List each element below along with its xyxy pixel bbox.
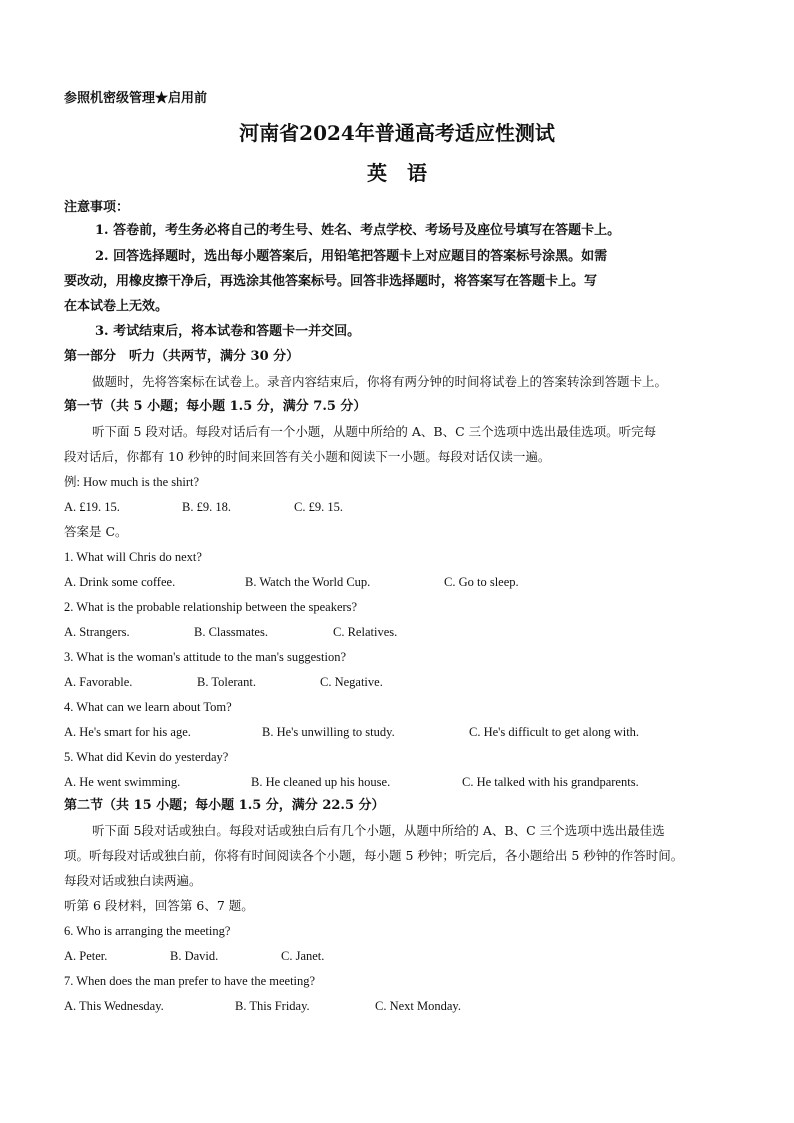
question-5-option-c: C. He talked with his grandparents. xyxy=(462,775,639,789)
example-option-a: A. £19. 15. xyxy=(64,500,120,514)
question-6: 6. Who is arranging the meeting? xyxy=(64,924,231,938)
question-6-option-a: A. Peter. xyxy=(64,949,108,963)
notice-item-1: 1. 答卷前，考生务必将自己的考生号、姓名、考点学校、考场号及座位号填写在答题卡上。 xyxy=(95,223,621,238)
section2-intro-line-1: 听下面 5段对话或独白。每段对话或独白后有几个小题，从题中所给的 A、B、C 三个选项中选出最佳选 xyxy=(92,823,665,838)
question-4-option-c: C. He's difficult to get along with. xyxy=(469,725,640,739)
exam-title: 河南省2024年普通高考适应性测试 xyxy=(239,121,555,145)
notice-item-2-line-3: 在本试卷上无效。 xyxy=(64,299,169,314)
question-7: 7. When does the man prefer to have the meeting? xyxy=(64,974,316,988)
secret-label: 参照机密级管理★启用前 xyxy=(64,91,208,106)
question-6-option-c: C. Janet. xyxy=(281,949,325,963)
question-1-option-b: B. Watch the World Cup. xyxy=(245,575,371,589)
question-7-option-a: A. This Wednesday. xyxy=(64,999,164,1013)
section2-heading: 第二节（共 15 小题；每小题 1.5 分，满分 22.5 分） xyxy=(64,798,385,813)
question-2: 2. What is the probable relationship between the speakers? xyxy=(64,600,358,614)
question-4-option-b: B. He's unwilling to study. xyxy=(262,725,395,739)
question-1-option-c: C. Go to sleep. xyxy=(444,575,519,589)
example-option-c: C. £9. 15. xyxy=(294,500,343,514)
question-5-option-b: B. He cleaned up his house. xyxy=(251,775,391,789)
notice-item-3: 3. 考试结束后，将本试卷和答题卡一并交回。 xyxy=(95,324,361,339)
section2-intro-line-3: 每段对话或独白读两遍。 xyxy=(64,873,202,888)
question-1: 1. What will Chris do next? xyxy=(64,550,202,564)
subject-title: 英 语 xyxy=(367,161,427,185)
question-3: 3. What is the woman's attitude to the man's suggestion? xyxy=(64,650,347,664)
question-3-option-b: B. Tolerant. xyxy=(197,675,256,689)
part1-heading: 第一部分 听力（共两节，满分 30 分） xyxy=(64,349,300,364)
question-4-option-a: A. He's smart for his age. xyxy=(64,725,191,739)
example-question: 例: How much is the shirt? xyxy=(64,475,200,489)
section1-intro-line-2: 段对话后，你都有 10 秒钟的时间来回答有关小题和阅读下一小题。每段对话仅读一遍。 xyxy=(64,449,551,464)
section2-intro-line-2: 项。听每段对话或独白前，你将有时间阅读各个小题，每小题 5 秒钟；听完后，各小题给出 5 秒钟的作答时间。 xyxy=(64,848,684,863)
notice-item-2-line-1: 2. 回答选择题时，选出每小题答案后，用铅笔把答题卡上对应题目的答案标号涂黑。如需 xyxy=(95,249,608,264)
section1-heading: 第一节（共 5 小题；每小题 1.5 分，满分 7.5 分） xyxy=(64,399,367,414)
question-3-option-c: C. Negative. xyxy=(320,675,383,689)
notice-item-2-line-2: 要改动，用橡皮擦干净后，再选涂其他答案标号。回答非选择题时，将答案写在答题卡上。写 xyxy=(64,274,598,289)
question-4: 4. What can we learn about Tom? xyxy=(64,700,232,714)
part1-intro: 做题时，先将答案标在试卷上。录音内容结束后，你将有两分钟的时间将试卷上的答案转涂到答题卡上。 xyxy=(92,374,668,389)
notice-heading: 注意事项： xyxy=(64,200,130,215)
material-6-instruction: 听第 6 段材料，回答第 6、7 题。 xyxy=(64,898,254,913)
question-7-option-b: B. This Friday. xyxy=(235,999,310,1013)
question-3-option-a: A. Favorable. xyxy=(64,675,133,689)
question-7-option-c: C. Next Monday. xyxy=(375,999,461,1013)
example-option-b: B. £9. 18. xyxy=(182,500,231,514)
question-5-option-a: A. He went swimming. xyxy=(64,775,181,789)
question-6-option-b: B. David. xyxy=(170,949,219,963)
example-answer: 答案是 C。 xyxy=(64,524,128,539)
section1-intro-line-1: 听下面 5 段对话。每段对话后有一个小题，从题中所给的 A、B、C 三个选项中选出最佳选项。听完每 xyxy=(92,424,657,439)
question-2-option-c: C. Relatives. xyxy=(333,625,398,639)
question-2-option-b: B. Classmates. xyxy=(194,625,268,639)
question-2-option-a: A. Strangers. xyxy=(64,625,130,639)
question-1-option-a: A. Drink some coffee. xyxy=(64,575,176,589)
question-5: 5. What did Kevin do yesterday? xyxy=(64,750,229,764)
